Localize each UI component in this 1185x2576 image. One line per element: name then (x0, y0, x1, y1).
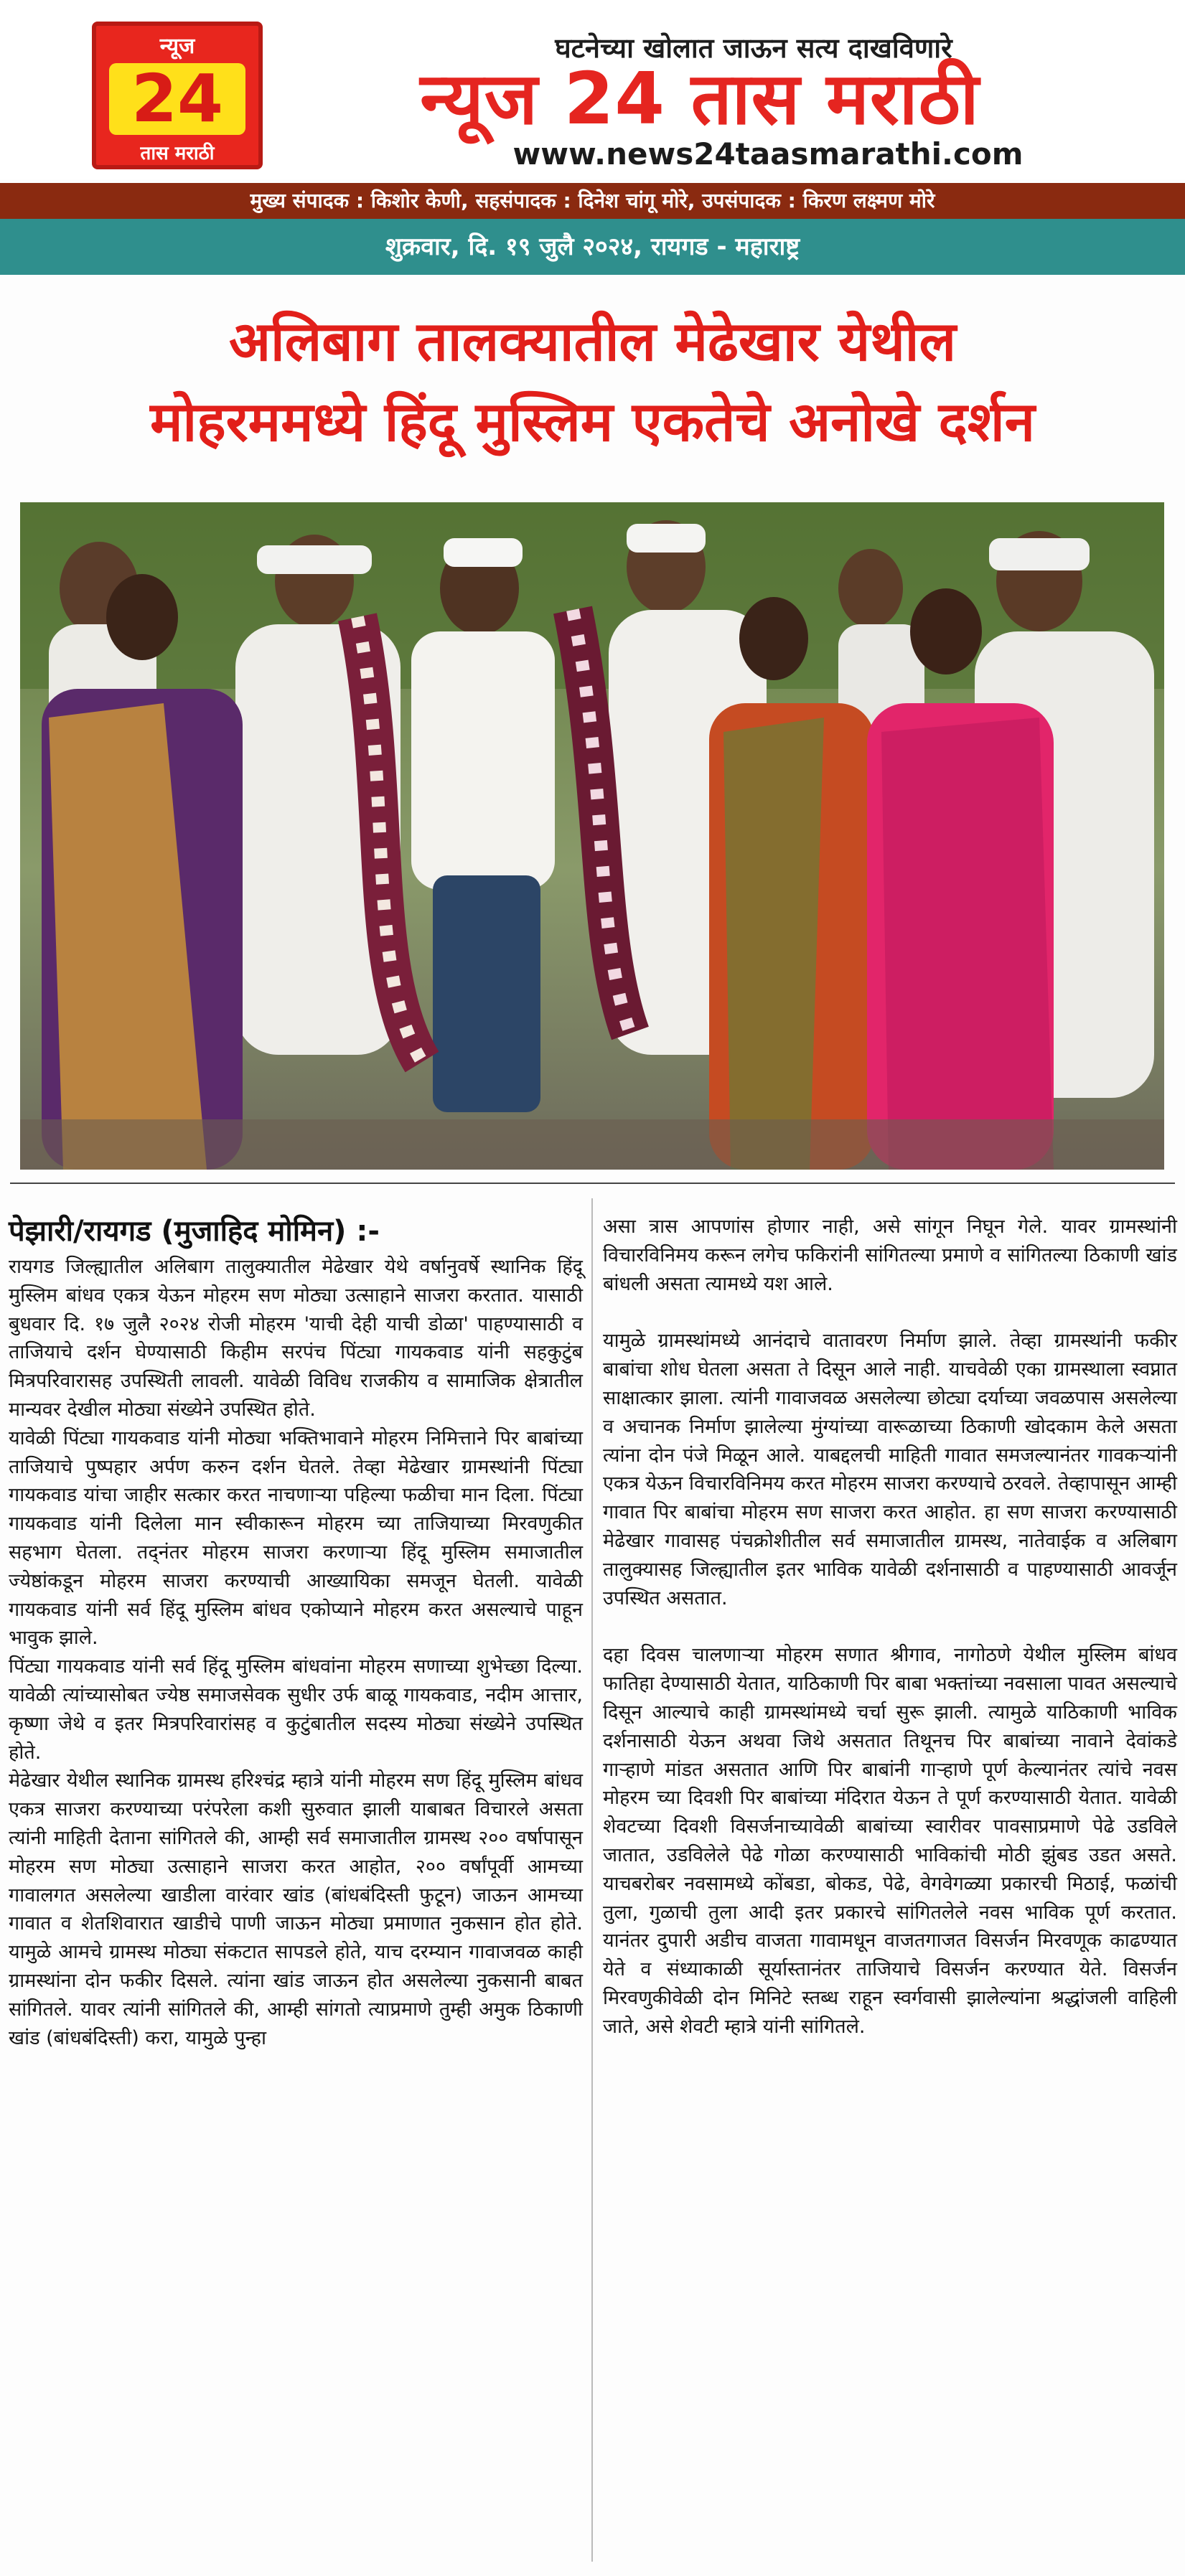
website-link[interactable]: www.news24taasmarathi.com (512, 136, 1024, 171)
paragraph: यावेळी पिंट्या गायकवाड यांनी मोठ्या भक्तिभावाने मोहरम निमित्ताने पिर बाबांच्या ताजियाचे पुष्पहार अर्पण करुन दर्शन घेतले. तेव्हा मेढेखार ग्रामस्थांनी पिंट्या गायकवाड यांचा जाहीर सत्कार करत नाचणाऱ्या पहिल्या फळीचा मान दिला. पिंट्या गायकवाड यांनी दिलेला मान स्वीकारून मोहरम च्या ताजियाच्या मिरवणुकीत सहभाग घेतला. तद्नंतर मोहरम साजरा करणाऱ्या हिंदू मुस्लिम समाजातील ज्येष्ठांकडून मोहरम साजरा करण्याची आख्यायिका समजून घेतली. यावेळी गायकवाड यांनी सर्व हिंदू मुस्लिम बांधव एकोप्याने मोहरम करत असल्याचे पाहून भावुक झाले. (9, 1426, 583, 1650)
dateline-bar: शुक्रवार, दि. १९ जुलै २०२४, रायगड - महाराष्ट्र (0, 219, 1185, 275)
paragraph: असा त्रास आपणांस होणार नाही, असे सांगून निघून गेले. यावर ग्रामस्थांनी विचारविनिमय करून लगेच फकिरांनी सांगितल्या प्रमाणे व सांगितल्या ठिकाणी खांड बांधली असता त्यामध्ये यश आले. (603, 1216, 1177, 1295)
paragraph: यामुळे ग्रामस्थांमध्ये आनंदाचे वातावरण निर्माण झाले. तेव्हा ग्रामस्थांनी फकीर बाबांचा शोध घेतला असता ते दिसून आले नाही. याचवेळी एका ग्रामस्थाला स्वप्नात साक्षात्कार झाला. त्यांनी गावाजवळ असलेल्या छोट्या दर्याच्या जवळपास असलेल्या व अचानक निर्माण झालेल्या मुंग्यांच्या वारूळाच्या ठिकाणी खोदकाम केले असता त्यांना दोन पंजे मिळून आले. याबद्दलची माहिती गावात समजल्यानंतर गावकऱ्यांनी एकत्र येऊन विचारविनिमय करत मोहरम साजरा करण्याचे ठरवले. तेव्हापासून आम्ही गावात पिर बाबांचा मोहरम सण साजरा करत आहोत. हा सण साजरा करण्यासाठी मेढेखार गावासह पंचक्रोशीतील सर्व समाजातील ग्रामस्थ, नातेवाईक व अलिबाग तालुक्यासह जिल्ह्यातील इतर भाविक यावेळी दर्शनासाठी व पाहण्यासाठी आवर्जून उपस्थित असतात. (603, 1330, 1177, 1609)
byline: पेझारी/रायगड (मुजाहिद मोमिन) :- (9, 1215, 380, 1248)
article-left-column (9, 1213, 583, 2052)
brand-title: न्यूज 24 तास मराठी (420, 57, 980, 141)
logo-top-text: न्यूज (159, 34, 195, 59)
channel-logo (92, 22, 263, 169)
tagline: घटनेच्या खोलात जाऊन सत्य दाखविणारे (555, 32, 952, 64)
paragraph: रायगड जिल्ह्यातील अलिबाग तालुक्यातील मेढेखार येथे वर्षानुवर्षे स्थानिक हिंदू मुस्लिम बांधव एकत्र येऊन मोहरम सण मोठ्या उत्साहाने साजरा करतात. यासाठी बुधवार दि. १७ जुलै २०२४ रोजी मोहरम 'याची देही याची डोळा' पाहण्यासाठी व ताजियाचे दर्शन घेण्यासाठी किहीम सरपंच पिंट्या गायकवाड यांनी सहकुटुंब मित्रपरिवारासह उपस्थिती लावली. यावेळी विविध राजकीय व सामाजिक क्षेत्रातील मान्यवर देखील मोठ्या संख्येने उपस्थित होते. (9, 1256, 583, 1421)
logo-bottom-text: तास मराठी (140, 143, 215, 164)
logo-number: 24 (109, 63, 245, 135)
headline-line-2: मोहरममध्ये हिंदू मुस्लिम एकतेचे अनोखे दर्शन (150, 390, 1035, 453)
article-right-column (603, 1213, 1177, 2041)
headline (14, 301, 1171, 462)
event-photo (20, 502, 1164, 1170)
paragraph: दहा दिवस चालणाऱ्या मोहरम सणात श्रीगाव, नागोठणे येथील मुस्लिम बांधव फातिहा देण्यासाठी येतात, याठिकाणी पिर बाबा भक्तांच्या नवसाला पावत असल्याचे दिसून आल्याचे काही ग्रामस्थांमध्ये चर्चा सुरू झाली. त्यामुळे याठिकाणी भाविक दर्शनासाठी येऊन अथवा जिथे असतात तिथूनच पिर बाबांच्या नावाने देवांकडे गाऱ्हाणे मांडत असतात आणि पिर बाबांनी गाऱ्हाणे पूर्ण केल्यानंतर त्यांचे नवस मोहरम च्या दिवशी पिर बाबांच्या मंदिरात येऊन ते पूर्ण करण्यासाठी येतात. यावेळी शेवटच्या दिवशी विसर्जनाच्यावेळी बाबांच्या स्वारीवर पावसाप्रमाणे पेढे उडविले जातात, उडविलेले पेढे गोळा करण्यासाठी भाविकांची मोठी झुंबड उडत असते. याचबरोबर नवसामध्ये कोंबडा, बोकड, पेढे, वेगवेगळ्या प्रकारची मिठाई, फळांची तुला, गुळाची तुला आदी इतर प्रकारचे सांगितलेले नवस भाविक पूर्ण करतात. यानंतर दुपारी अडीच वाजता गावामधून वाजतगाजत विसर्जन मिरवणूक काढण्यात येते व संध्याकाळी सूर्यास्तानंतर ताजियाचे विसर्जन करण्यात येते. विसर्जन मिरवणुकीवेळी दोन मिनिटे स्तब्ध राहून स्वर्गवासी झालेल्यांना श्रद्धांजली वाहिली जाते, असे शेवटी म्हात्रे यांनी सांगितले. (603, 1644, 1177, 2038)
column-rule (591, 1198, 593, 2562)
editors-bar: मुख्य संपादक : किशोर केणी, सहसंपादक : दिनेश चांगू मोरे, उपसंपादक : किरण लक्ष्मण मोरे (0, 183, 1185, 219)
paragraph: पिंट्या गायकवाड यांनी सर्व हिंदू मुस्लिम बांधवांना मोहरम सणाच्या शुभेच्छा दिल्या. यावेळी त्यांच्यासोबत ज्येष्ठ समाजसेवक सुधीर उर्फ बाळू गायकवाड, नदीम आत्तार, कृष्णा जेथे व इतर मित्रपरिवारांसह व कुटुंबातील सदस्य मोठ्या संख्येने उपस्थित होते. (9, 1655, 583, 1764)
masthead (0, 0, 1185, 179)
section-divider (10, 1183, 1175, 1184)
headline-line-1: अलिबाग तालक्यातील मेढेखार येथील (228, 309, 957, 373)
paragraph: मेढेखार येथील स्थानिक ग्रामस्थ हरिश्चंद्र म्हात्रे यांनी मोहरम सण हिंदू मुस्लिम बांधव एकत्र साजरा करण्याच्या परंपरेला कशी सुरुवात झाली याबाबत विचारले असता त्यांनी माहिती देताना सांगितले की, आम्ही सर्व समाजातील ग्रामस्थ २०० वर्षापासून मोहरम सण मोठ्या उत्साहाने साजरा करत आहोत, २०० वर्षांपूर्वी आमच्या गावालगत असलेल्या खाडीला वारंवार खांड (बांधबंदिस्ती फुटून) जाऊन आमच्या गावात व शेतशिवारात खाडीचे पाणी जाऊन मोठ्या प्रमाणात नुकसान होत होते. यामुळे आमचे ग्रामस्थ मोठ्या संकटात सापडले होते, याच दरम्यान गावाजवळ काही ग्रामस्थांना दोन फकीर दिसले. त्यांना खांड जाऊन होत असलेल्या नुकसानी बाबत सांगितले. यावर त्यांनी सांगितले की, आम्ही सांगतो त्याप्रमाणे तुम्ही अमुक ठिकाणी खांड (बांधबंदिस्ती) करा, यामुळे पुन्हा (9, 1769, 583, 2049)
